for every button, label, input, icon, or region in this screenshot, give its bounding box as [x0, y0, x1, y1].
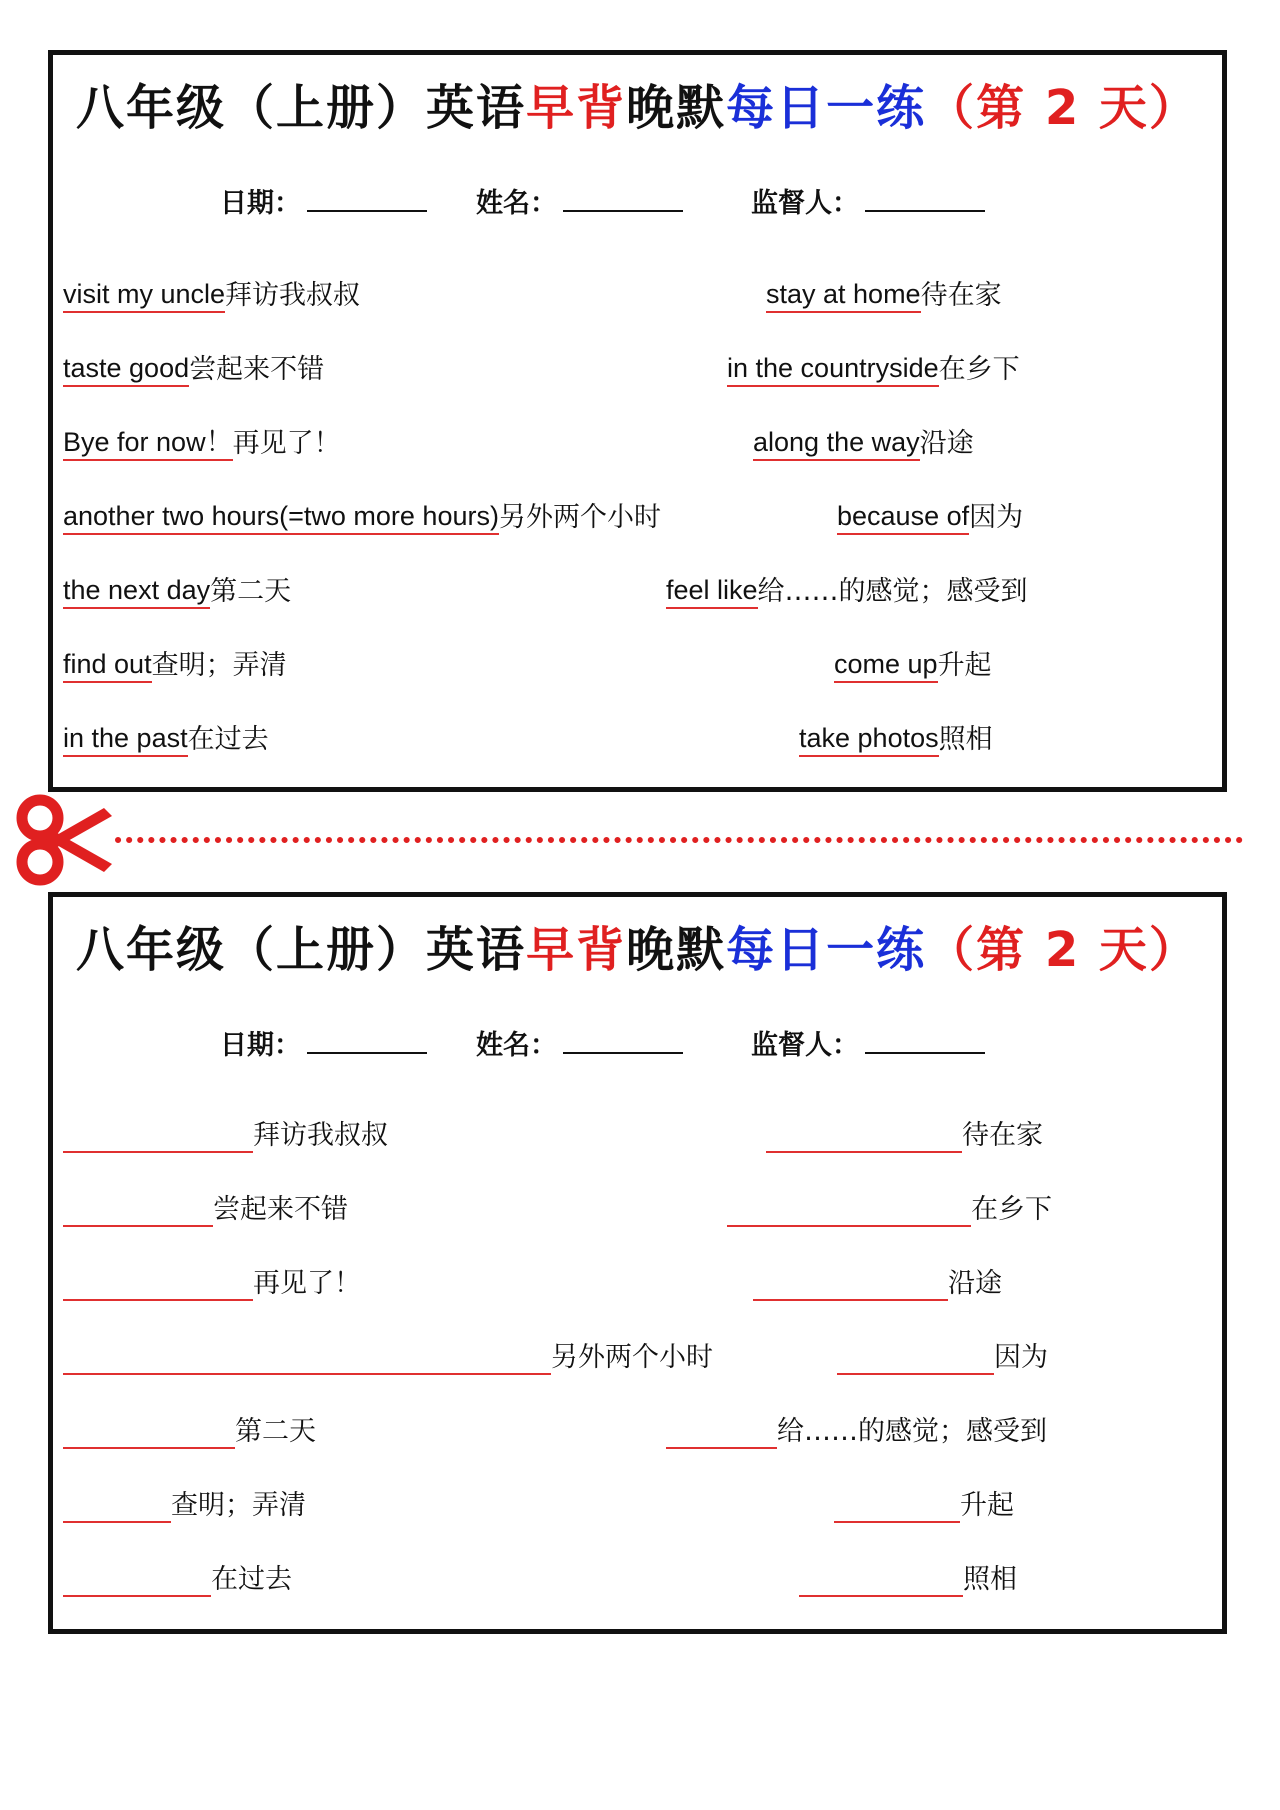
blank-item[interactable]: 待在家	[766, 1119, 1043, 1153]
worksheet-card-recite	[48, 50, 1227, 792]
blank-item[interactable]: 给……的感觉；感受到	[666, 1415, 1047, 1449]
blank-item[interactable]: 查明；弄清	[63, 1489, 306, 1523]
blank-item[interactable]: 在乡下	[727, 1193, 1052, 1227]
name-field[interactable]: 姓名：	[476, 1023, 683, 1062]
blank-item[interactable]: 尝起来不错	[63, 1193, 348, 1227]
phrase-item: visit my uncle拜访我叔叔	[63, 279, 361, 311]
blank-item[interactable]: 在过去	[63, 1563, 292, 1597]
blank-item[interactable]: 再见了！	[63, 1267, 361, 1301]
title-part-day: （第 2 天）	[926, 80, 1199, 136]
cut-line	[0, 790, 1280, 890]
blank-item[interactable]: 升起	[834, 1489, 1014, 1523]
scissors-icon	[22, 800, 112, 880]
title-part-evening: 晚默	[626, 80, 727, 136]
worksheet-title	[53, 69, 1222, 138]
name-field[interactable]: 姓名：	[476, 181, 683, 220]
blank-item[interactable]: 另外两个小时	[63, 1341, 713, 1375]
phrase-item: Bye for now！再见了！	[63, 427, 341, 459]
phrase-item: feel like给……的感觉；感受到	[666, 575, 1028, 607]
phrase-item: the next day第二天	[63, 575, 292, 607]
title-part-day: （第 2 天）	[926, 922, 1199, 978]
blank-item[interactable]: 因为	[837, 1341, 1048, 1375]
date-field[interactable]: 日期：	[220, 1023, 427, 1062]
worksheet-card-dictation	[48, 892, 1227, 1634]
title-part-evening: 晚默	[626, 922, 727, 978]
phrase-item: take photos照相	[799, 723, 993, 755]
title-part-daily: 每日一练	[726, 80, 927, 136]
blank-item[interactable]: 照相	[799, 1563, 1017, 1597]
phrase-item: in the past在过去	[63, 723, 269, 755]
phrase-item: because of因为	[837, 501, 1024, 533]
title-part-grade: 八年级（上册）英语	[76, 922, 527, 978]
phrase-item: along the way沿途	[753, 427, 974, 459]
blank-item[interactable]: 第二天	[63, 1415, 316, 1449]
blank-item[interactable]: 沿途	[753, 1267, 1002, 1301]
title-part-morning: 早背	[526, 922, 627, 978]
blank-item[interactable]: 拜访我叔叔	[63, 1119, 388, 1153]
supervisor-field[interactable]: 监督人：	[751, 181, 985, 220]
phrase-item: another two hours(=two more hours)另外两个小时	[63, 501, 661, 533]
title-part-morning: 早背	[526, 80, 627, 136]
supervisor-field[interactable]: 监督人：	[751, 1023, 985, 1062]
phrase-item: taste good尝起来不错	[63, 353, 325, 385]
title-part-daily: 每日一练	[726, 922, 927, 978]
phrase-item: stay at home待在家	[766, 279, 1002, 311]
title-part-grade: 八年级（上册）英语	[76, 80, 527, 136]
phrase-item: find out查明；弄清	[63, 649, 287, 681]
phrase-item: come up升起	[834, 649, 992, 681]
phrase-item: in the countryside在乡下	[727, 353, 1020, 385]
worksheet-title	[53, 911, 1222, 980]
date-field[interactable]: 日期：	[220, 181, 427, 220]
